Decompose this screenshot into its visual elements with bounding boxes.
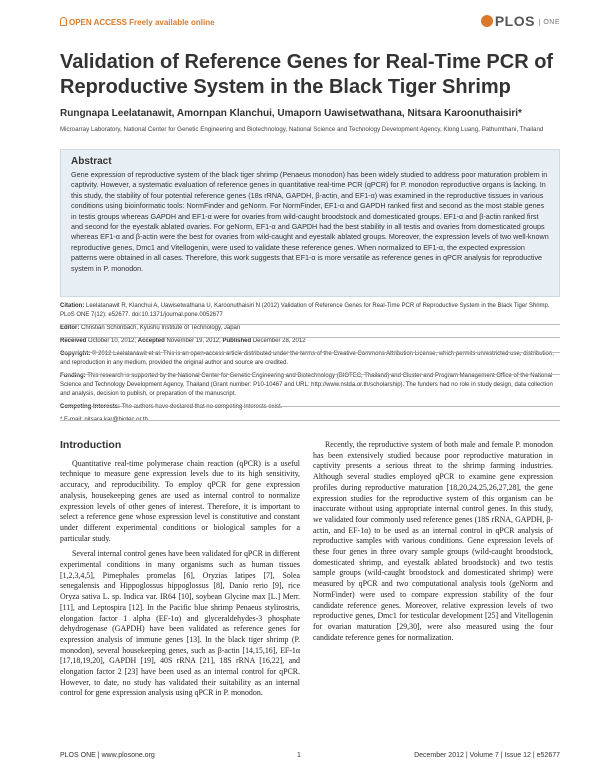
paragraph: Quantitative real-time polymerase chain reaction (qPCR) is a useful technique to measure gene expression levels due to its high sensitivity, accuracy, and reproducibility. To employ qPCR for gene expression analysis, housekeeping genes are used as internal control to normalize expression levels of other genes of interest. Therefore, it is important to select a reference gene whose expression level is constitutive and constant under different experimental conditions or biological samples for a particular study.	[60, 458, 300, 543]
divider	[60, 406, 560, 407]
citation: Citation: Leelatanawit R, Klanchui A, Uawisetwathana U, Karoonuthaisiri N (2012) Validation of Reference Genes for Real-Time PCR of Reproductive System in the Black Tiger Shrimp. PLoS ONE 7(12): e52677. doi:10.1371/journal.pone.0052677	[60, 303, 550, 318]
divider	[60, 374, 560, 375]
dates: Received October 10, 2012; Accepted November 19, 2012; Published December 28, 2012	[60, 338, 306, 344]
paragraph: Several internal control genes have been validated for qPCR in different experimental conditions in many organisms such as human tissues [1,2,3,4,5], Pimephales promelas [6], Oryzias latipes [7], Solea senegalensis and Hippoglossus hippoglossus [8], Danio rerio [9], rice Oryza sativa L. sp. Indica var. IR64 [10], soybean Glycine max [L.] Merr. [11], and Leptospira [12]. In the Pacific blue shrimp Penaeus stylirostris, elongation factor 1 alpha (EF-1α) and glyceraldehydes-3 phosphate dehydrogenase (GAPDH) have been validated as reference genes for expression analysis of immune genes [13]. In the black tiger shrimp (P. monodon), several housekeeping genes, such as β-actin [14,15,16], EF-1α [17,18,19,20], GAPDH [19], 40S rRNA [21], 18S rRNA [16,22], and elongation factor 2 [23] have been used as an internal control for qPCR. However, to date, no study has validated their suitability as an internal control for gene expression analysis using qPCR in P. monodon.	[60, 549, 300, 698]
page-footer	[60, 752, 560, 759]
paragraph: Recently, the reproductive system of both male and female P. monodon has been extensively studied because poor reproductive maturation in captivity presents a serious threat to the shrimp farming industries. Although several studies employed qPCR to examine gene expression profiles during reproductive maturation [18,20,24,25,26,27,28], the gene expression studies for the reproductive system of this organism can be inaccurate without using appropriate internal control genes. In this study, we validated four commonly used reference genes (18S rRNA, GAPDH, β-actin, and EF-1α) to be used as an internal control in qPCR analysis of reproductive samples with various conditions. Gene expression levels of these four genes in three ovary sample groups (wild-caught broodstock, domesticated shrimp, and eyestalk ablated broodstock) and two testis sample groups (wild-caught broodstock and domesticated shrimp) were measured by qPCR and two computational analysis tools (geNorm and NormFinder) were used to compare expression stability of the four candidate reference genes. Moreover, relative expression levels of two reproductive genes, Dmc1 for testicular development [25] and Vitellogenin for ovarian maturation [29,30], were also measured using the four candidate reference genes for normalization.	[313, 440, 553, 642]
open-access-text: OPEN ACCESS Freely available online	[69, 18, 215, 27]
divider	[60, 337, 560, 338]
copyright: Copyright: © 2012 Leelatanawit et al. This is an open-access article distributed under the terms of the Creative Commons Attribution License, which permits unrestricted use, distribution, and reproduction in any medium, provided the original author and source are credited.	[60, 351, 554, 366]
plos-circle-icon	[481, 15, 493, 27]
body-column-left	[60, 440, 300, 704]
open-lock-icon	[60, 17, 67, 26]
email: * E-mail: nitsara.kar@biotec.or.th	[60, 417, 148, 423]
editor: Editor: Christian Schönbach, Kyushu Institute of Technology, Japan	[60, 325, 241, 331]
divider	[60, 324, 560, 325]
plos-logo: PLOS ONE	[481, 13, 560, 29]
section-heading-introduction: Introduction	[60, 439, 122, 451]
footer-issue: December 2012 | Volume 7 | Issue 12 | e52677	[414, 752, 560, 759]
header	[60, 11, 560, 35]
paper-title: Validation of Reference Genes for Real-Time PCR of Reproductive System in the Black Tiger Shrimp	[60, 51, 554, 98]
author-list: Rungnapa Leelatanawit, Amornpan Klanchui, Umaporn Uawisetwathana, Nitsara Karoonuthaisiri*	[60, 108, 522, 119]
abstract-text: Gene expression of reproductive system of the black tiger shrimp (Penaeus monodon) has been widely studied to address poor maturation problem in captivity. However, a systematic evaluation of reference genes in quantitative real-time PCR (qPCR) for P. monodon reproductive organs is lacking. In this study, the stability of four potential reference genes (18s rRNA, GAPDH, β-actin, and EF1-α) was examined in the reproductive tissues in various conditions using bioinformatic tools: NormFinder and geNorm. For NormFinder, EF1-α and GAPDH ranked first and second as the most stable genes in testis groups whereas GAPDH and EF1-α were for ovaries from wild-caught broodstock and domesticated groups. EF1-α and β-actin ranked first and second for the eyestalk ablated ovaries. For geNorm, EF1-α and GAPDH had the best stability in all testis and ovaries from domesticated groups whereas EF1-α and β-actin were the best for ovaries from wild-caught and eyestalk ablated groups. Moreover, the expression levels of two well-known reproductive genes, Dmc1 and Vitellogenin, were used to validate these reference genes. When normalized to EF1-α, the expected expression patterns were obtained in all cases. Therefore, this work suggests that EF1-α is more versatile as reference genes in qPCR analysis for reproductive system in P. monodon.	[71, 170, 549, 273]
abstract-heading: Abstract	[71, 156, 112, 167]
abstract-box	[60, 149, 560, 297]
page-number: 1	[297, 752, 301, 759]
open-access-badge	[60, 17, 215, 27]
funding: Funding: This research is supported by the National Center for Genetic Engineering and Biotechnology (BIOTEC, Thailand) and Cluster and Program Management Office of the National Science and Technology Development Agency, Thailand (Grant number: P10-10467 and URL: http://www.nstda.or.th/scholarship). The funders had no role in study design, data collection and analysis, decision to publish, or preparation of the manuscript.	[60, 373, 553, 397]
affiliation: Microarray Laboratory, National Center for Genetic Engineering and Biotechnology, National Science and Technology Development Agency, Klong Luang, Pathumthani, Thailand	[60, 126, 544, 133]
divider	[60, 420, 560, 421]
competing-interests: Competing Interests: The authors have declared that no competing interests exist.	[60, 404, 283, 410]
article-metadata	[60, 302, 560, 429]
footer-journal: PLOS ONE | www.plosone.org	[60, 752, 155, 759]
divider	[60, 352, 560, 353]
body-column-right	[313, 440, 553, 648]
